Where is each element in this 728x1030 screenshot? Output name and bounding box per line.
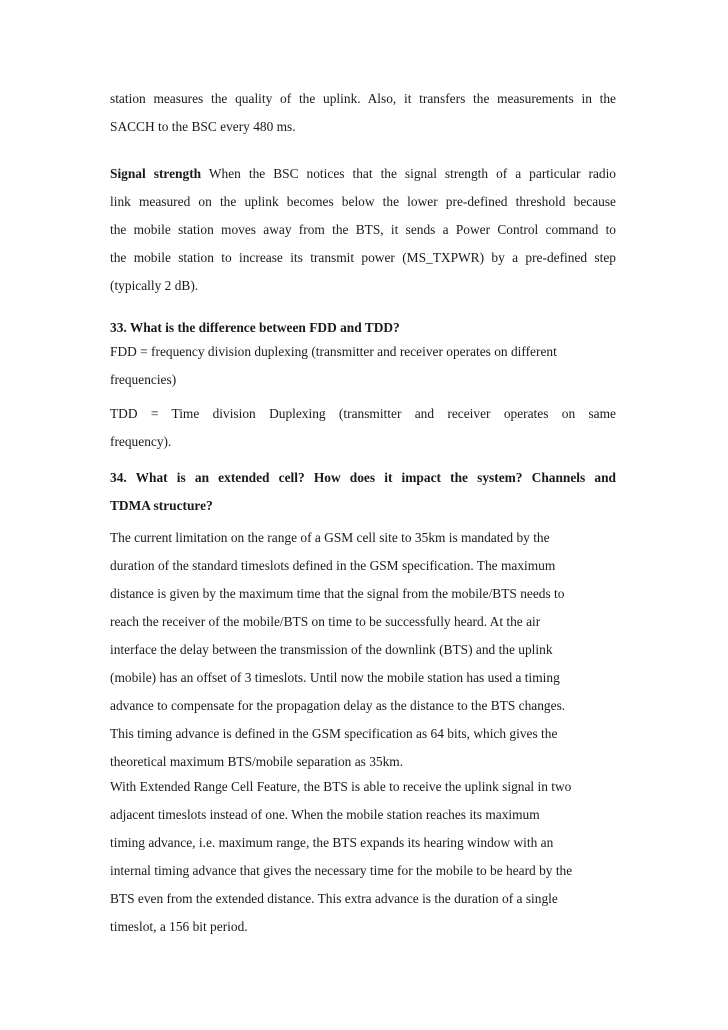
- term-signal-strength: Signal strength: [110, 166, 202, 181]
- paragraph-extended-cell-1: [110, 524, 616, 776]
- text-line: FDD = frequency division duplexing (transmitter and receiver operates on different: [110, 344, 557, 359]
- text-line: (typically 2 dB).: [110, 278, 199, 293]
- question-33-heading: 33. What is the difference between FDD and TDD?: [110, 320, 400, 335]
- text-line: internal timing advance that gives the necessary time for the mobile to be heard by the: [110, 863, 573, 878]
- text-line: frequency).: [110, 434, 172, 449]
- text-line: (mobile) has an offset of 3 timeslots. Until now the mobile station has used a timing: [110, 670, 560, 685]
- text-line: the mobile station moves away from the BTS, it sends a Power Control command to: [110, 222, 616, 237]
- text-line: The current limitation on the range of a GSM cell site to 35km is mandated by the: [110, 530, 550, 545]
- text-line: timing advance, i.e. maximum range, the BTS expands its hearing window with an: [110, 835, 554, 850]
- tdd-definition: [110, 400, 616, 456]
- text-line: theoretical maximum BTS/mobile separation as 35km.: [110, 754, 404, 769]
- paragraph-extended-cell-2: [110, 773, 616, 941]
- text-line: timeslot, a 156 bit period.: [110, 919, 248, 934]
- text-line: link measured on the uplink becomes below the lower pre-defined threshold because: [110, 194, 616, 209]
- text-line: adjacent timeslots instead of one. When the mobile station reaches its maximum: [110, 807, 540, 822]
- paragraph-signal-strength: [110, 160, 616, 300]
- text-line: [110, 160, 616, 188]
- text-line: SACCH to the BSC every 480 ms.: [110, 119, 296, 134]
- text-line: TDMA structure?: [110, 498, 213, 513]
- text-line-rest: When the BSC notices that the signal strength of a particular radio: [201, 166, 617, 181]
- text-line: With Extended Range Cell Feature, the BTS is able to receive the uplink signal in two: [110, 779, 572, 794]
- fdd-definition: [110, 338, 616, 394]
- text-line: frequencies): [110, 372, 177, 387]
- question-33: [110, 316, 616, 340]
- text-line: duration of the standard timeslots defined in the GSM specification. The maximum: [110, 558, 556, 573]
- text-line: interface the delay between the transmission of the downlink (BTS) and the uplink: [110, 642, 553, 657]
- paragraph-uplink-quality: [110, 85, 616, 141]
- text-line: reach the receiver of the mobile/BTS on time to be successfully heard. At the air: [110, 614, 541, 629]
- text-line: 34. What is an extended cell? How does it impact the system? Channels and: [110, 470, 616, 485]
- text-line: station measures the quality of the uplink. Also, it transfers the measurements in the: [110, 91, 616, 106]
- text-line: distance is given by the maximum time that the signal from the mobile/BTS needs to: [110, 586, 565, 601]
- text-line: BTS even from the extended distance. This extra advance is the duration of a single: [110, 891, 558, 906]
- text-line: TDD = Time division Duplexing (transmitter and receiver operates on same: [110, 406, 616, 421]
- text-line: the mobile station to increase its transmit power (MS_TXPWR) by a pre-defined step: [110, 250, 616, 265]
- question-34-heading: [110, 464, 616, 520]
- text-line: This timing advance is defined in the GSM specification as 64 bits, which gives the: [110, 726, 558, 741]
- text-line: advance to compensate for the propagation delay as the distance to the BTS changes.: [110, 698, 566, 713]
